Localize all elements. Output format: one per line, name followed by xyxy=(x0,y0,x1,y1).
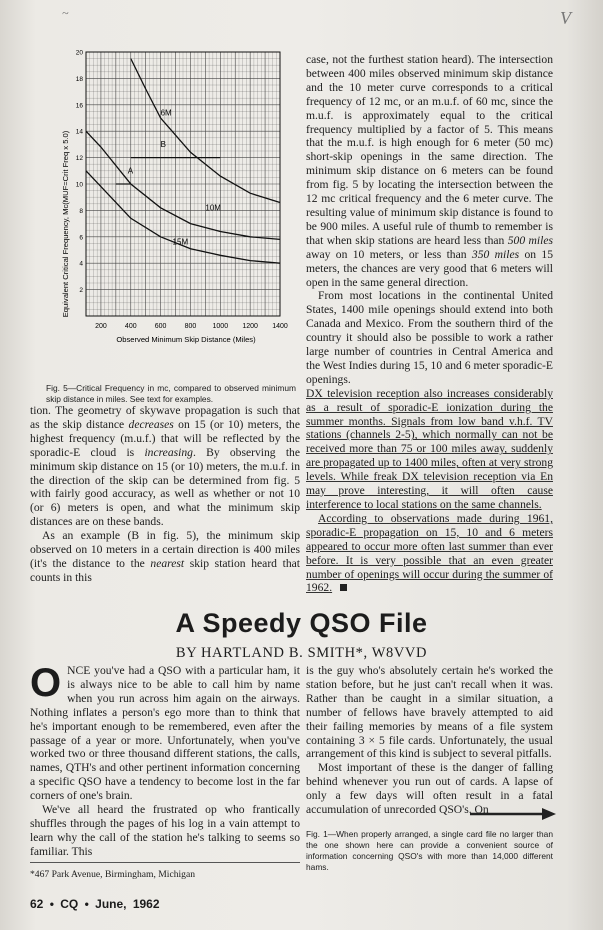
paragraph: tion. The geometry of skywave propagation is such that as the skip distance decreases on 15 (or 10) meters, the highest frequency (m.u.f.) that will be reflected by the sporadic-E cloud is increasing. By observing the minimum skip distance on 15 (or 10) meters, the m.u.f. in the direction of the skip can be determined from fig. 5 with fairly good accuracy, as well as whether or not 10 (or 6) meters is open, and what the minimum skip distances are on these bands. xyxy=(30,404,300,529)
page-folio xyxy=(30,897,160,911)
top-right-column xyxy=(306,53,553,595)
page-number: 62 xyxy=(30,897,44,911)
y-tick-label: 8 xyxy=(79,207,83,215)
figure-5-caption: Fig. 5—Critical Frequency in mc, compared to observed minimum skip distance in miles. See text for examples. xyxy=(46,383,296,404)
figure-5-chart xyxy=(54,44,294,376)
issue-date: June, 1962 xyxy=(95,897,160,911)
article-left-column xyxy=(30,661,300,859)
x-tick-label: 200 xyxy=(95,323,107,330)
article-title: A Speedy QSO File xyxy=(175,608,428,638)
paragraph: Most important of these is the danger of falling behind whenever you run out of cards. A lapse of only a few days will often result in a fatal accumulation of unrecorded QSO's. On xyxy=(306,761,553,817)
paragraph: From most locations in the continental United States, 1400 mile openings should extend into both Canada and Mexico. From the southern third of the country it should also be possible to work a rather large number of countries in Central America and the West Indies during 15, 10 and 6 meter sporadic-E openings. xyxy=(306,289,553,386)
curve-label: 15M xyxy=(172,237,189,247)
article-right-column xyxy=(306,664,553,817)
x-tick-label: 600 xyxy=(154,323,167,330)
y-tick-label: 18 xyxy=(75,75,83,83)
top-left-column xyxy=(30,404,300,585)
y-tick-label: 10 xyxy=(75,181,83,189)
y-tick-label: 14 xyxy=(75,128,83,136)
curve-label: 6M xyxy=(160,108,172,118)
bullet-icon: • xyxy=(49,897,54,911)
footnote-rule xyxy=(30,862,300,863)
curve-label: B xyxy=(160,140,166,150)
end-mark-icon xyxy=(340,584,347,591)
footnote: *467 Park Avenue, Birmingham, Michigan xyxy=(30,869,196,880)
y-tick-label: 2 xyxy=(79,287,83,295)
pencil-mark: ~ xyxy=(62,6,69,20)
arrow-right-icon xyxy=(470,807,556,821)
bullet-icon: • xyxy=(84,897,89,911)
paragraph-underlined: According to observations made during 1961, sporadic-E propagation on 15, 10 and 6 meters appeared to occur more often last summer than ever before. It is very possible that an even greater number of openings will occur during the summer of 1962. xyxy=(306,511,553,595)
paragraph: case, not the furthest station heard). The intersection between 400 miles observed minimum skip distance and the 10 meter curve corresponds to a critical frequency of 12 mc, or an m.u.f. of 60 mc, since the m.u.f. is approximately equal to the critical frequency multiplied by a factor of 5. This means that the m.u.f. is high enough for 6 meter (50 mc) short-skip openings in the same direction. The minimum skip distance on 6 meters can be found from fig. 5 by locating the intersection between the 12 mc critical frequency and the 6 meter curve. The resulting value of minimum skip distance is found to be 900 miles. A useful rule of thumb to remember is that when skip stations are heard less than 500 miles away on 10 meters, or less than 350 miles on 15 meters, the chances are very good that 6 meters will open in the same general direction. xyxy=(306,53,554,289)
magazine-name: CQ xyxy=(60,897,79,911)
article-byline: BY HARTLAND B. SMITH*, W8VVD xyxy=(175,645,428,661)
y-tick-label: 16 xyxy=(75,102,83,110)
pencil-mark-corner: V xyxy=(560,8,571,28)
x-tick-label: 1200 xyxy=(242,323,258,330)
x-tick-label: 1000 xyxy=(212,323,229,330)
x-tick-label: 1400 xyxy=(272,323,288,330)
drop-cap: O xyxy=(30,661,62,705)
paragraph: is the guy who's absolutely certain he's worked the station before, but he just can't recall when it was. Rather than be caught in a similar situation, a number of fellows have bravely attempted to aid their failing memories by means of a file system containing 3 × 5 file cards. Unfortunately, the usual arrangement of this kind is subject to several pitfalls. xyxy=(306,664,553,761)
x-tick-label: 800 xyxy=(184,323,197,330)
y-tick-label: 12 xyxy=(75,155,83,163)
curve-label: 10M xyxy=(205,203,221,213)
y-tick-label: 4 xyxy=(79,260,83,268)
paragraph: We've all heard the frustrated op who frantically shuffles through the pages of his log in a vain attempt to learn why the call of the station he's talking to seems so familiar. This xyxy=(30,803,300,858)
figure-1-caption: Fig. 1—When properly arranged, a single card file no larger than the one shown here can provide a convenient source of information concerning QSO's with more than 14,000 different hams. xyxy=(306,829,553,872)
chart-y-axis-label: Equivalent Critical Frequency, Mc(MUF=Crit Freq x 5.0) xyxy=(61,130,70,318)
paragraph: ONCE you've had a QSO with a particular ham, it is always nice to be able to call him by name when you run across him again on the airways. Nothing inflates a person's ego more than to think that he's important enough to be remembered, even after the passage of a year or more. Unfortunately, when you've worked two or three thousand different stations, the calls, names, QTH's and other pertinent information concerning a specific QSO have a tendency to become lost in the far corners of one's brain. xyxy=(30,661,300,803)
y-tick-label: 6 xyxy=(79,234,83,242)
x-tick-label: 400 xyxy=(124,323,137,330)
curve-label: A xyxy=(127,166,134,176)
y-tick-label: 20 xyxy=(75,49,83,57)
paragraph-underlined: DX television reception also increases considerably as a result of sporadic-E ionization during the summer months. Signals from low band v.h.f. TV stations (channels 2-5), which normally can not be received more than 75 or 100 miles away, suddenly are propagated up to 1400 miles, often at very strong levels. While freak DX television reception via En may prove interesting, it will often cause interference to local stations on the same channels. xyxy=(306,386,553,511)
chart-x-axis-label: Observed Minimum Skip Distance (Miles) xyxy=(116,335,256,344)
paragraph: As an example (B in fig. 5), the minimum skip observed on 10 meters in a certain direction is 400 miles (it's the distance to the nearest skip station heard that counts in this xyxy=(30,529,300,584)
